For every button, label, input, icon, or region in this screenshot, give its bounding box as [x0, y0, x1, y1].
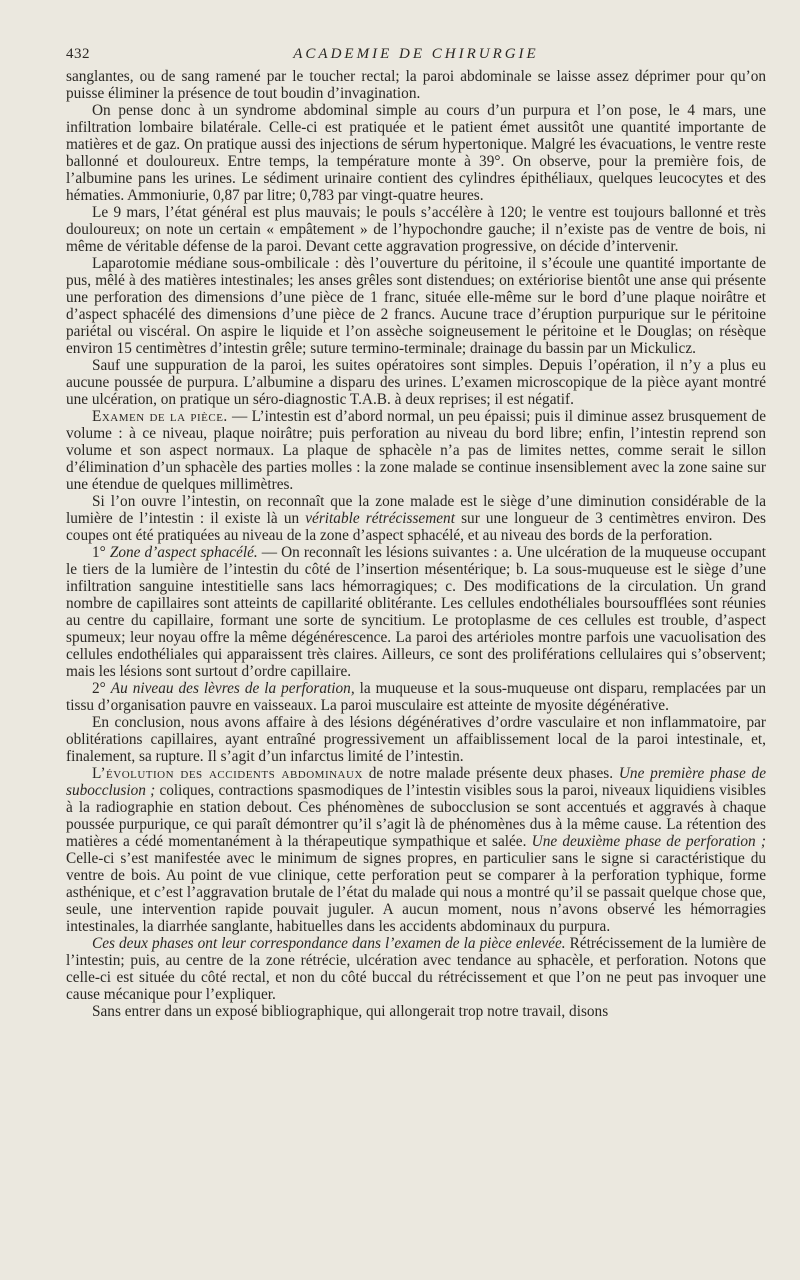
- emphasis: Une deuxième phase de perforation ;: [531, 833, 766, 850]
- paragraph: Sauf une suppuration de la paroi, les suites opératoires sont simples. Depuis l’opération, il n’y a plus eu aucune poussée de purpura. L’albumine a disparu des urines. L’examen microscopique de la pièce ayant montré une ulcération, on pratique un séro-diagnostic T.A.B. à deux reprises; il est négatif.: [66, 357, 766, 408]
- emphasis: véritable rétrécissement: [305, 510, 455, 527]
- section-lead: Examen de la pièce.: [92, 408, 228, 425]
- running-title: ACADEMIE DE CHIRURGIE: [293, 46, 539, 62]
- emphasis: Ces deux phases ont leur correspondance dans l’examen de la pièce enlevée.: [92, 935, 566, 952]
- paragraph: Sans entrer dans un exposé bibliographique, qui allongerait trop notre travail, disons: [92, 1003, 609, 1020]
- page-number: 432: [66, 46, 90, 62]
- paragraph: 2° Au niveau des lèvres de la perforation, la muqueuse et la sous-muqueuse ont disparu, remplacées par un tissu d’organisation pauvre en vaisseaux. La paroi musculaire est atteinte de myosite dégénérative.: [66, 680, 767, 714]
- paragraph: Le 9 mars, l’état général est plus mauvais; le pouls s’accélère à 120; le ventre est toujours ballonné et très douloureux; on note un certain « empâtement » de l’hypochondre gauche; il n’existe pas de ventre de bois, ni même de véritable défense de la paroi. Devant cette aggravation progressive, on décide d’intervenir.: [66, 204, 766, 255]
- paragraph: L’évolution des accidents abdominaux de notre malade présente deux phases. Une première phase de subocclusion ; coliques, contractions spasmodiques de l’intestin visibles sous la paroi, niveaux liquidiens visibles à la radiographie en station debout. Ces phénomènes de subocclusion se sont accentués et aggravés à chaque poussée purpurique, ce qui paraît démontrer qu’il s’agit là de phénomènes dus à la même cause. La rétention des matières a cédé momentanément à la thérapeutique sympathique et salée. Une deuxième phase de perforation ; Celle-ci s’est manifestée avec le minimum de signes propres, en particulier sans le signe si caractéristique du ventre de bois. Au point de vue clinique, cette perforation peut se comparer à la perforation typhique, forme asthénique, et c’est l’aggravation brutale de l’état du malade qui nous a montré qu’il se passait quelque chose que, seule, une intervention rapide pouvait juguler. A aucun moment, nous n’avons observé les hémorragies intestinales, la diarrhée sanglante, habituelles dans les accidents abdominaux du purpura.: [66, 765, 767, 935]
- article-body: [66, 68, 766, 1020]
- paragraph: En conclusion, nous avons affaire à des lésions dégénératives d’ordre vasculaire et non inflammatoire, par oblitérations capillaires, ayant entraîné progressivement un affaiblissement local de la paroi intestinale, et, finalement, sa rupture. Il s’agit d’un infarctus limité de l’intestin.: [66, 714, 766, 765]
- section-lead: L’évolution des accidents abdominaux: [92, 765, 363, 782]
- paragraph: Laparotomie médiane sous-ombilicale : dès l’ouverture du péritoine, il s’écoule une quantité importante de pus, mêlé à des matières intestinales; les anses grêles sont distendues; on extériorise bientôt une anse qui présente une perforation des dimensions d’une pièce de 1 franc, située elle-même sur le bord d’une plaque noirâtre et d’aspect sphacélé des dimensions d’une pièce de 2 francs. Aucune trace d’éruption purpurique sur le péritoine pariétal ou viscéral. On aspire le liquide et l’on assèche soigneusement le péritoine et le Douglas; on résèque environ 15 centimètres d’intestin grêle; suture termino-terminale; drainage du bassin par un Mickulicz.: [66, 255, 766, 357]
- page-header: [66, 42, 766, 68]
- emphasis: Zone d’aspect sphacélé.: [109, 544, 258, 561]
- paragraph: Ces deux phases ont leur correspondance dans l’examen de la pièce enlevée. Rétrécissement de la lumière de l’intestin; puis, au centre de la zone rétrécie, ulcération avec tendance au sphacèle, et perforation. Notons que celle-ci est située du côté rectal, et non du côté buccal du rétrécissement et que l’on ne peut pas invoquer une cause mécanique pour l’expliquer.: [66, 935, 767, 1003]
- paragraph: Si l’on ouvre l’intestin, on reconnaît que la zone malade est le siège d’une diminution considérable de la lumière de l’intestin : il existe là un véritable rétrécissement sur une longueur de 3 centimètres environ. Des coupes ont été pratiquées au niveau de la zone d’aspect sphacélé, et au niveau des bords de la perforation.: [66, 493, 767, 544]
- paragraph: 1° Zone d’aspect sphacélé. — On reconnaît les lésions suivantes : a. Une ulcération de la muqueuse occupant le tiers de la lumière de l’intestin du côté de l’insertion mésentérique; b. La sous-muqueuse est le siège d’une infiltration sanguine intestitielle sans lacs hémorragiques; c. Des modifications de la circulation. Un grand nombre de capillaires sont atteints de capillarité oblitérante. Les cellules endothéliales boursoufflées sont réunies au centre du capillaire, formant une sorte de syncitium. Le protoplasme de ces cellules est trouble, d’aspect spumeux; leur noyau offre la même dégénérescence. La paroi des artérioles montre parfois une vacuolisation des cellules endothéliales qui apparaissent très claires. Ailleurs, ce sont des proliférations cellulaires qui s’observent; mais les lésions sont surtout d’ordre capillaire.: [66, 544, 767, 680]
- paragraph: Examen de la pièce. — L’intestin est d’abord normal, un peu épaissi; puis il diminue assez brusquement de volume : à ce niveau, plaque noirâtre; puis perforation au niveau du bord libre; enfin, l’intestin reprend son volume et son aspect normaux. La plaque de sphacèle n’a pas de limites nettes, comme serait le sillon d’élimination d’un sphacèle des parties molles : la zone malade se continue insensiblement avec la zone saine sur une étendue de quelques millimètres.: [66, 408, 766, 493]
- paragraph: sanglantes, ou de sang ramené par le toucher rectal; la paroi abdominale se laisse assez déprimer pour qu’on puisse éliminer la présence de tout boudin d’invagination.: [66, 68, 766, 102]
- emphasis: Une première phase de subocclusion ;: [66, 765, 766, 799]
- paragraph: On pense donc à un syndrome abdominal simple au cours d’un purpura et l’on pose, le 4 mars, une infiltration lombaire bilatérale. Celle-ci est pratiquée et le patient émet aussitôt une quantité importante de matières et de gaz. On pratique aussi des injections de sérum hypertonique. Malgré les évacuations, le ventre reste ballonné et douloureux. Entre temps, la température monte à 39°. On observe, pour la première fois, de l’albumine pans les urines. Le sédiment urinaire contient des cylindres épithéliaux, quelques leucocytes et des hématies. Ammoniurie, 0,87 par litre; 0,783 par vingt-quatre heures.: [66, 102, 766, 204]
- emphasis: Au niveau des lèvres de la perforation,: [110, 680, 355, 697]
